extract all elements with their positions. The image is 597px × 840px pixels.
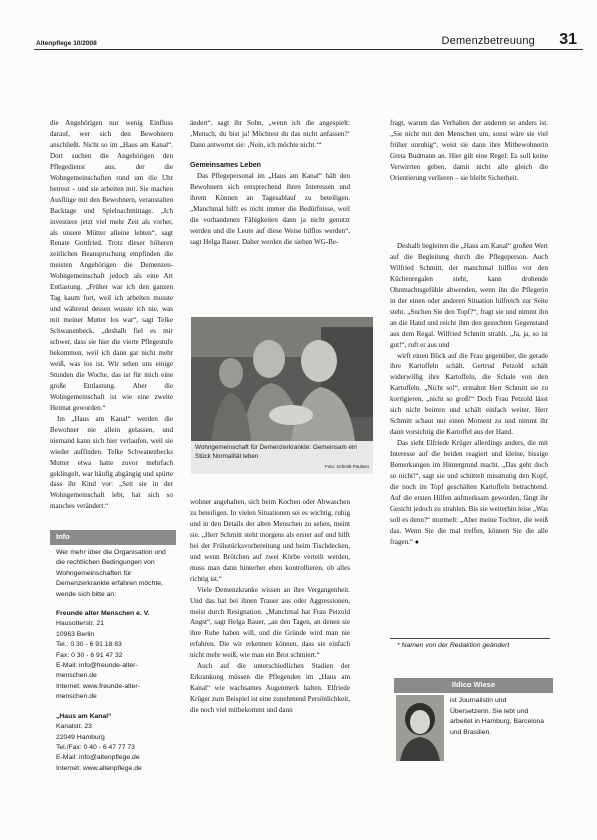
org-email: E-Mail: info@altenpflege.de — [56, 754, 140, 762]
paragraph: Viele Demenzkranke wissen an ihre Vergangenheit. Und das hat bei ihnen Trauer aus oder Aggressionen, meist durch Resignation. „Manchmal hat Frau Petzold Angst“, sagt Helga Bauer, „an den Tagen, an denen sie ihre Ruhe haben will, und die Gründe wird man nie erfahren. Die wir erkennen können, dass sie einfach nicht mehr weiß, wie man ein Brot schmiert.“ — [190, 585, 350, 660]
author-photo — [396, 695, 444, 761]
org-name: „Haus am Kanal“ — [56, 712, 112, 720]
paragraph: Auch auf die unterschiedlichen Stadien der Erkrankung müssen die Pflegenden im „Haus am Kanal“ wie wachsames Augenmerk halten. Elfriede Krüger zum Beispiel ist eine zunehmend Persönlichkeit, die noch viel mitbekommt und dann — [190, 662, 350, 715]
page-number: 31 — [559, 31, 577, 48]
page-header — [14, 30, 583, 52]
org-email: E-Mail: info@freunde-alter-menschen.de — [56, 662, 138, 680]
issue-label: Altenpflege 10/2008 — [36, 40, 97, 47]
paragraph: ändert“, sagt ihr Sohn, „wenn ich die angespielt: ‚Mensch, du bist ja! Möchtest du das nicht anfassen?‘ Dann antwortet sie: ‚Nein, ich möchte nicht.‘“ — [190, 119, 350, 149]
info-body — [50, 545, 176, 774]
info-box — [50, 530, 176, 774]
footnote: * Namen von der Redaktion geändert — [397, 642, 510, 649]
column-2-top — [190, 118, 350, 248]
subheading: Gemeinsames Leben — [190, 160, 261, 169]
paragraph: fragt, warum das Verhalten der anderen so anders ist. „Sie nicht mit den Menschen um, sonst wäre sie viel früher unruhig“, weist sie dann ihre Mitbewohnerin Greta Budmann an. Hier gilt eine Regel: Es soll keine Verwirrten geben, damit nicht alle gleich die Orientierung verlieren – sie bleibt Sicherheit. — [390, 119, 548, 182]
org-line: Tel./Fax: 0 40 - 6 47 77 73 — [56, 743, 135, 751]
paragraph: Das Pflegepersonal im „Haus am Kanal“ hält den Bewohnern sich entsprechend ihren Interessen und ihrem Können an Tagesablauf zu beteiligen. „Manchmal hilft es nicht immer die Bedürfnisse, weil die vorhandenen Fähigkeiten dann ja nicht genutzt werden und die Leute auf diese Weise hilflos werden“, sagt Helga Bauer. Daher werden die sieben WG-Be- — [190, 171, 350, 246]
author-portrait — [396, 695, 444, 761]
column-1 — [50, 118, 173, 512]
org-line: Hausotterstr. 21 — [56, 620, 104, 628]
org-line: 10963 Berlin — [56, 630, 95, 638]
paragraph: Deshalb begleiten die „Haus am Kanal“ großen Wert auf die Begleitung durch die Pflegeperson. Auch Wilfried Schmitt, der manchmal hilflos vor den Küchenregalen steht, kann drohende Ohnmachtsgefühle abwenden, wenn ihn die Pflegerin in der einen oder anderen Situation hilfreich zur Seite steht. „Suchen Sie den Topf?“, fragt sie und nimmt ihn an die Hand und reicht ihm den gesuchten Gegenstand aus dem Regal. Wilfried Schmitt strahlt. „Ja, ja, so ist gut!“, ruft er aus und — [390, 242, 548, 349]
author-bio: ist Journalistin und Übersetzerin. Sie lebt und arbeitet in Hamburg, Barcelona und Brasilien. — [450, 697, 545, 736]
author-name: Ildico Wiese — [394, 678, 553, 693]
org-line: Kanalstr. 23 — [56, 723, 92, 731]
paragraph: wohner angehalten, sich beim Kochen oder Abwaschen zu beteiligen. In vielen Situationen sei es wichtig, ruhig und in den Details der alten Menschen zu sehen, meint sie. „Herr Schmitt steht morgens als erster auf und hilft bei der Frühstücksvorbereitung und beim Tischdecken, und wenn Brötchen auf zwei Körbe verteilt werden, muss man dann hinterher eben kontrollieren, ob alles richtig ist.“ — [190, 498, 350, 583]
caption-text: Wohngemeinschaft für Demenzerkrankte: Gemeinsam ein Stück Normalität leben — [195, 444, 357, 460]
paragraph: die Angehörigen nur wenig Einfluss darauf, wer sich den Bewohnern anschließt. Nicht so im „Haus am Kanal“. Dort suchen die Angehörigen den Pflegedienst aus, der die Wohngemeinschaften rund um die Uhr betreut – und sie arbeiten mit. Sie machen Ausflüge mit den Bewohnern, veranstalten Backtage und Spielnachmittage. „Ich investiere jetzt viel mehr Zeit als vorher, als unsere Mütter alleine lebten“, sagt Renate Gottfried. Trotz dieser höheren zeitlichen Beanspruchung empfinden die meisten Angehörigen die Demenzen-Wohngemeinschaft jedoch als eine Art Entlastung. „Früher war ich den ganzen Tag kaum fort, weil ich arbeiten musste und während dessen wusste ich nie, was mit meiner Mutter los war“, sagt Telke Schwanenbeck, „deshalb fiel es mir schwer, dass sie hier die vierte Pflegestufe bekommen, weil ich dann gar nicht mehr weiß, was los ist. Wir sehen uns einige Stunden die Woche, das ist für mich eine große Entlastung. Aber die Wohngemeinschaft ist wie eine zweite Heimat geworden.“ — [50, 119, 173, 412]
org-website: Internet: www.freunde-alter-menschen.de — [56, 682, 140, 701]
paragraph: Das sieht Elfriede Krüger allerdings anders, die mit Interesse auf die beiden reagiert und kleine, bissige Bemerkungen im Hintergrund macht. „Das geht doch so nicht!“, sagt sie und schüttelt missmutig den Kopf, die noch im Topf geschälten Kartoffeln betrachtend. Auf die ersten Hilfen aufmerksam geworden, fängt ihr Gesicht jedoch zu strahlen. Bis sie weiterhin leise „Was soll es denn?“ murmelt: „Aber meine Tochter, die weiß das. Wenn Sie die mal treffen, können Sie die alle fragen.“ ● — [390, 439, 549, 546]
paragraph: Im „Haus am Kanal“ werden die Bewohner nie allein gelassen, und niemand kann sich hier verlaufen, weil sie wieder auffinden. Telke Schwanenbecks Mutter etwa hatte zuvor mehrfach geklingelt, war häufig abgängig und spürte dass ihr Kind vor: „Seit sie in der Wohngemeinschaft lebt, hat sich so manches verändert.“ — [50, 414, 173, 511]
article-photo — [191, 317, 373, 441]
org-line: Tel.: 0 30 - 6 91 18 83 — [56, 641, 122, 649]
photo-credit: Foto: Schmitt Paulsen — [324, 463, 369, 469]
signature-rule — [390, 638, 550, 639]
header-rule — [34, 49, 583, 50]
section-title: Demenzbetreuung — [441, 35, 535, 47]
column-2-bottom — [190, 497, 350, 716]
org-website: Internet: www.altenpflege.de — [56, 764, 142, 772]
org-name: Freunde alter Menschen e. V. — [56, 610, 150, 618]
photo-image — [191, 317, 373, 441]
org-line: 22049 Hamburg — [56, 733, 105, 741]
column-3-top — [390, 118, 548, 184]
author-box — [394, 678, 553, 736]
info-intro: Wer mehr über die Organisation und die rechtlichen Bedingungen von Wohngemeinschaften für Demenzerkrankte erfahren möchte, wende sich bitte an: — [56, 549, 166, 598]
org-line: Fax: 0 30 - 6 91 47 32 — [56, 651, 123, 659]
paragraph: wirft einen Blick auf die Frau gegenüber, die gerade ihre Kartoffeln schält. Gertrud Petzold schält widerwillig ihre Kartoffeln, die Schale von den Kartoffeln. „Nicht so!“, ermahnt Herr Schmitt sie zu korrigieren, „nicht so groß!“ Doch Frau Petzold lässt sich nicht beirren und schält einfach weiter. Herr Schmitt schaut nur einen Moment zu und nimmt ihr dann vorsichtig die Kartoffel aus der Hand. — [390, 351, 548, 437]
column-3-bottom — [390, 241, 548, 548]
info-title: Info — [50, 530, 176, 545]
photo-caption — [191, 441, 373, 474]
